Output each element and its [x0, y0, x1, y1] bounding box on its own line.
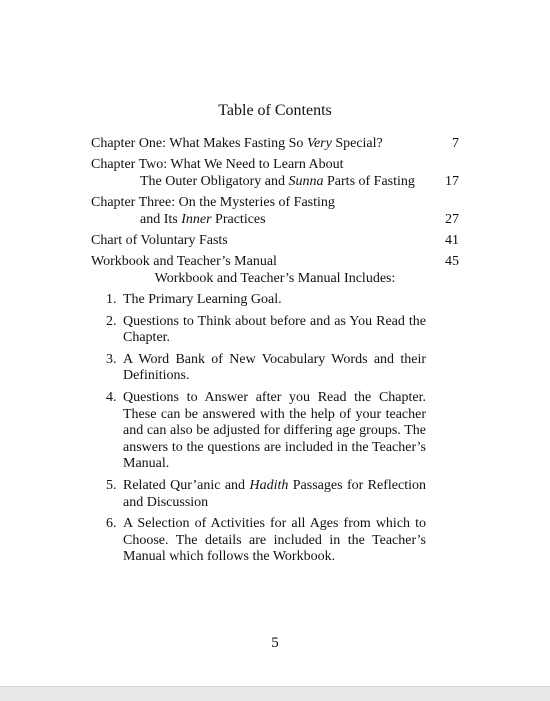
text-segment: Chart of Voluntary Fasts	[91, 233, 228, 248]
toc-entry-title	[91, 156, 459, 173]
includes-list-item	[106, 478, 426, 511]
viewer-bottom-edge	[0, 686, 550, 701]
toc-page-number: 41	[445, 233, 459, 248]
toc-list	[91, 135, 459, 274]
toc-entry-title	[91, 232, 459, 249]
includes-list-item	[106, 390, 426, 473]
includes-list-item	[106, 314, 426, 347]
toc-entry[interactable]	[91, 253, 459, 270]
list-item-number: 6.	[106, 516, 117, 532]
toc-page-number: 45	[445, 254, 459, 269]
text-segment: A Selection of Activities for all Ages from which to Choose. The details are included in the Teacher’s Manual which follows the Workbook.	[123, 516, 426, 565]
toc-entry-title-continued	[91, 173, 459, 190]
italic-text: Very	[306, 136, 332, 151]
includes-list-item	[106, 292, 426, 309]
italic-text: Inner	[181, 212, 212, 227]
text-segment: Questions to Answer after you Read the Chapter. These can be answered with the help of your teacher and can also be adjusted for differing age groups. The answers to the questions are included in the Teacher’s Manual.	[123, 389, 426, 472]
toc-page-number: 27	[445, 212, 459, 227]
toc-entry[interactable]	[91, 156, 459, 190]
text-segment: Chapter One: What Makes Fasting So	[91, 136, 307, 151]
text-segment: Chapter Three: On the Mysteries of Fasting	[91, 195, 335, 210]
includes-heading: Workbook and Teacher’s Manual Includes:	[154, 271, 396, 286]
text-segment: Questions to Think about before and as You Read the Chapter.	[123, 313, 426, 346]
text-segment: The Outer Obligatory and	[140, 174, 289, 189]
list-item-number: 2.	[106, 313, 117, 329]
text-segment: and Its	[140, 212, 182, 227]
text-segment: Practices	[211, 212, 266, 227]
includes-list	[106, 292, 426, 571]
toc-entry[interactable]	[91, 135, 459, 152]
italic-text: Hadith	[249, 477, 289, 493]
list-item-number: 4.	[106, 389, 117, 405]
list-item-number: 3.	[106, 351, 117, 367]
text-segment: Special?	[331, 136, 383, 151]
toc-entry[interactable]	[91, 232, 459, 249]
text-segment: Parts of Fasting	[323, 174, 415, 189]
toc-page-number: 7	[452, 136, 459, 151]
includes-list-item	[106, 352, 426, 385]
page-number: 5	[271, 635, 279, 651]
includes-list-item	[106, 516, 426, 566]
text-segment: Chapter Two: What We Need to Learn About	[91, 157, 344, 172]
list-item-number: 1.	[106, 292, 117, 307]
text-segment: A Word Bank of New Vocabulary Words and their Definitions.	[123, 351, 426, 384]
list-item-text	[123, 516, 426, 564]
toc-entry-title-continued	[91, 211, 459, 228]
toc-entry-title	[91, 253, 459, 270]
list-item-text	[123, 390, 426, 471]
list-item-number: 5.	[106, 477, 117, 493]
text-segment: Related Qur’anic and	[123, 477, 250, 493]
text-segment: Workbook and Teacher’s Manual	[91, 254, 277, 269]
text-segment: Passages for Reflection and Discussion	[123, 477, 426, 510]
italic-text: Sunna	[288, 174, 324, 189]
list-item-text	[123, 478, 426, 510]
toc-entry[interactable]	[91, 194, 459, 228]
toc-entry-title	[91, 194, 459, 211]
list-item-text	[123, 352, 426, 384]
toc-entry-title	[91, 135, 459, 152]
list-item-text	[123, 292, 282, 307]
text-segment: The Primary Learning Goal.	[123, 292, 282, 307]
toc-title: Table of Contents	[218, 102, 332, 119]
toc-page-number: 17	[445, 174, 459, 189]
list-item-text	[123, 314, 426, 346]
